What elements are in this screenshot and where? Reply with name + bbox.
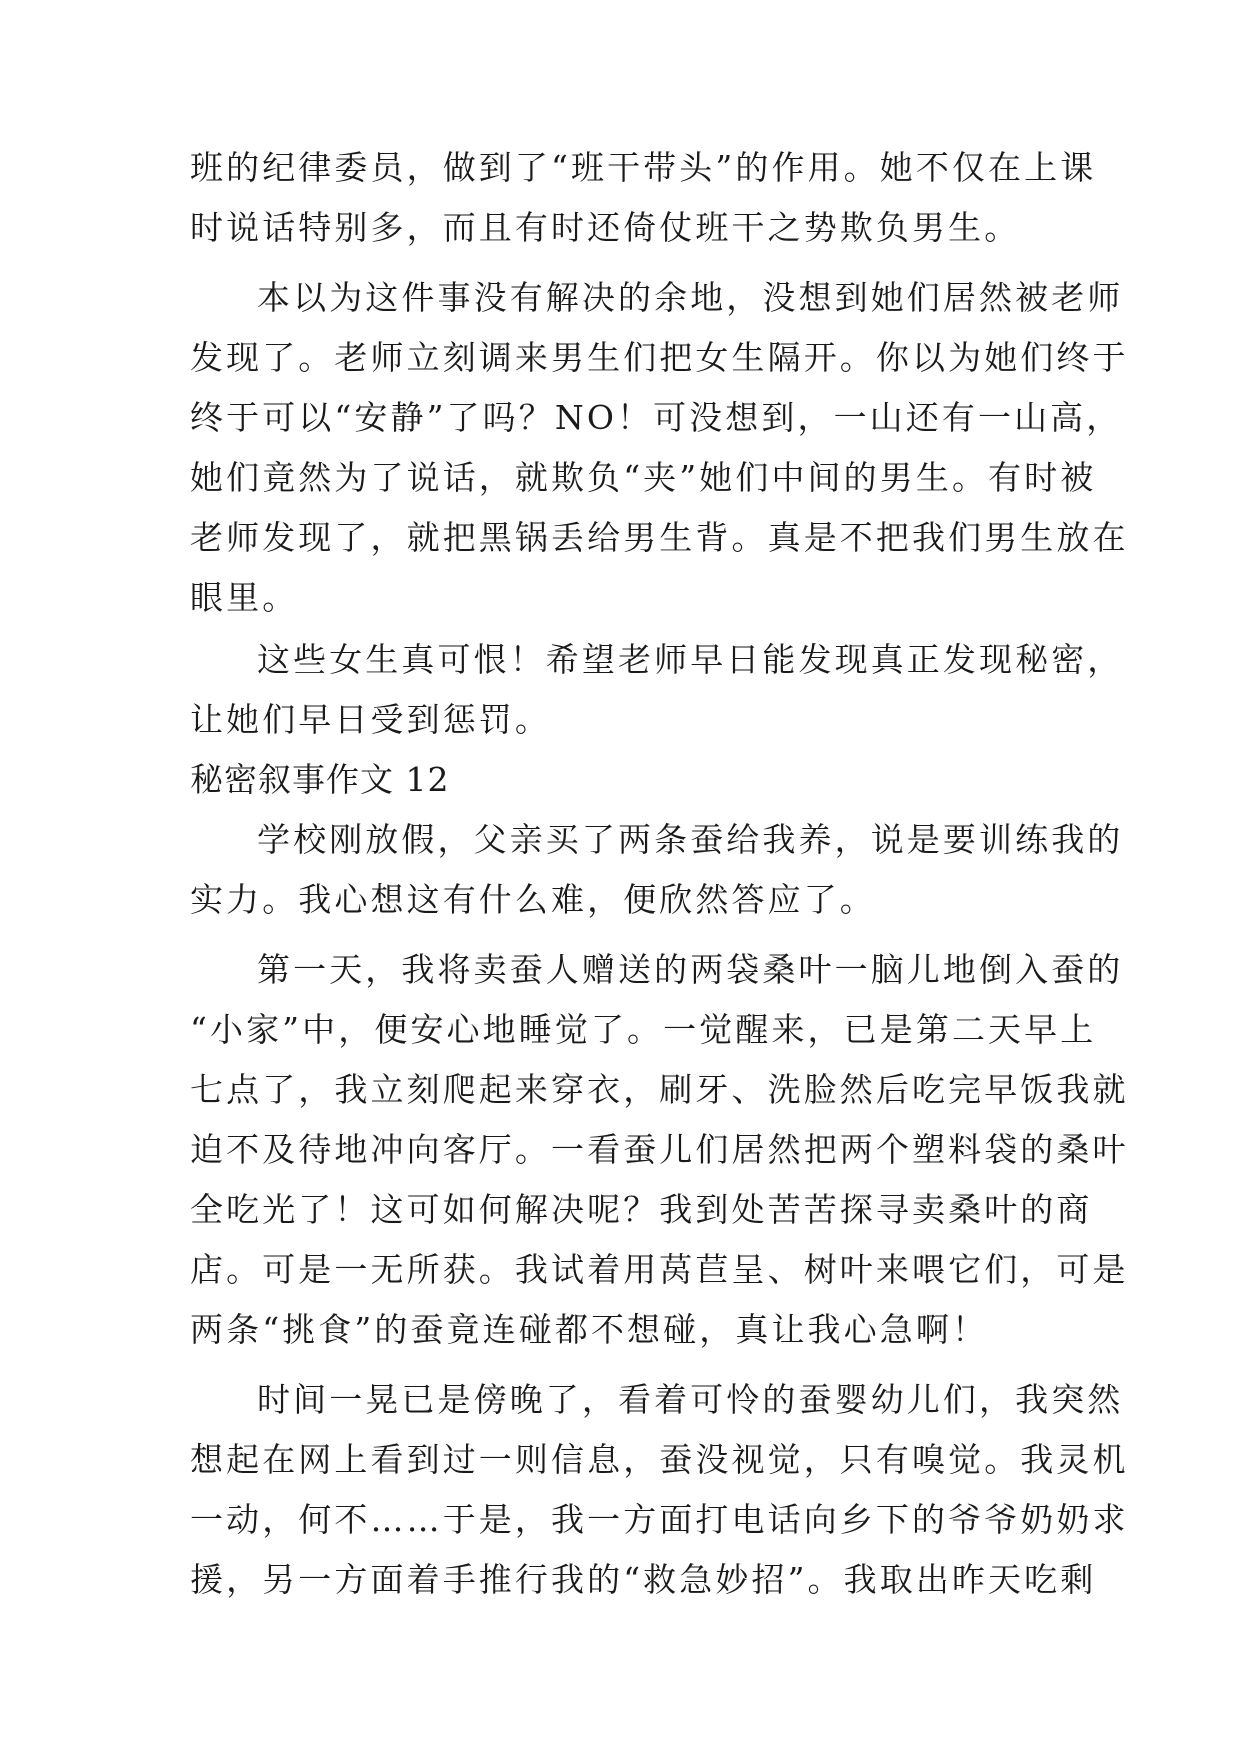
text-line: 眼里。 [190, 578, 299, 617]
text-line: 实力。我心想这有什么难，便欣然答应了。 [190, 880, 876, 919]
text-line: 七点了，我立刻爬起来穿衣，刷牙、洗脸然后吃完早饭我就 [190, 1070, 1129, 1109]
text-line: 援，另一方面着手推行我的“救急妙招”。我取出昨天吃剩 [190, 1560, 1097, 1599]
text-line: 这些女生真可恨！希望老师早日能发现真正发现秘密， [257, 640, 1124, 679]
text-line: 终于可以“安静”了吗？NO！可没想到，一山还有一山高， [190, 398, 1123, 437]
text-line: 两条“挑食”的蚕竟连碰都不想碰，真让我心急啊！ [190, 1310, 989, 1349]
text-line: 学校刚放假，父亲买了两条蚕给我养，说是要训练我的 [257, 820, 1124, 859]
text-line: 让她们早日受到惩罚。 [190, 700, 551, 739]
text-line: 她们竟然为了说话，就欺负“夹”她们中间的男生。有时被 [190, 458, 1097, 497]
text-line: 一动，何不……于是，我一方面打电话向乡下的爷爷奶奶求 [190, 1500, 1129, 1539]
section-heading: 秘密叙事作文 12 [190, 760, 450, 799]
text-line: 想起在网上看到过一则信息，蚕没视觉，只有嗅觉。我灵机 [190, 1440, 1129, 1479]
text-line: 本以为这件事没有解决的余地，没想到她们居然被老师 [257, 278, 1124, 317]
text-line: 班的纪律委员，做到了“班干带头”的作用。她不仅在上课 [190, 148, 1097, 187]
text-line: 发现了。老师立刻调来男生们把女生隔开。你以为她们终于 [190, 338, 1129, 377]
text-line: 迫不及待地冲向客厅。一看蚕儿们居然把两个塑料袋的桑叶 [190, 1130, 1129, 1169]
text-line: 第一天，我将卖蚕人赠送的两袋桑叶一脑儿地倒入蚕的 [257, 950, 1124, 989]
text-line: 店。可是一无所获。我试着用莴苣呈、树叶来喂它们，可是 [190, 1250, 1129, 1289]
text-line: 老师发现了，就把黑锅丢给男生背。真是不把我们男生放在 [190, 518, 1129, 557]
text-line: “小家”中，便安心地睡觉了。一觉醒来，已是第二天早上 [190, 1010, 1097, 1049]
text-line: 时说话特别多，而且有时还倚仗班干之势欺负男生。 [190, 208, 1021, 247]
text-line: 全吃光了！这可如何解决呢？我到处苦苦探寻卖桑叶的商 [190, 1190, 1093, 1229]
text-line: 时间一晃已是傍晚了，看着可怜的蚕婴幼儿们，我突然 [257, 1380, 1124, 1419]
